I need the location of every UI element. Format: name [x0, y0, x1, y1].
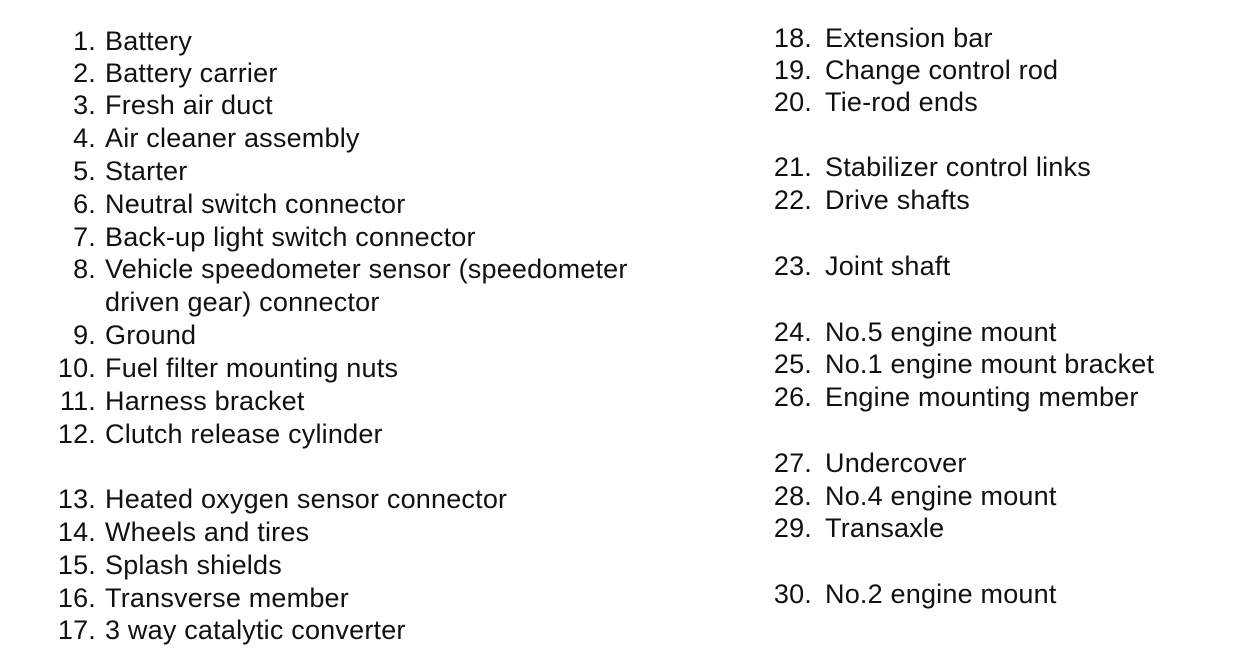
- item-number: 16.: [57, 583, 96, 613]
- item-number: 7.: [73, 222, 96, 252]
- item-label: Change control rod: [825, 55, 1059, 85]
- item-number: 5.: [73, 156, 96, 186]
- item-number: 28.: [773, 481, 812, 511]
- item-label: Harness bracket: [105, 386, 305, 416]
- item-label: Transverse member: [105, 583, 349, 613]
- item-label: No.2 engine mount: [825, 579, 1057, 609]
- item-number: 27.: [773, 448, 812, 478]
- item-label: Undercover: [825, 448, 967, 478]
- item-number: 10.: [57, 353, 96, 383]
- item-number: 6.: [73, 189, 96, 219]
- item-number: 8.: [73, 254, 96, 284]
- item-number: 15.: [57, 550, 96, 580]
- item-label: driven gear) connector: [105, 287, 380, 317]
- item-number: 14.: [57, 517, 96, 547]
- item-label: Fuel filter mounting nuts: [105, 353, 399, 383]
- item-label: Starter: [105, 156, 188, 186]
- item-label: Vehicle speedometer sensor (speedometer: [105, 254, 628, 284]
- item-label: 3 way catalytic converter: [105, 615, 406, 645]
- item-number: 13.: [57, 484, 96, 514]
- item-number: 3.: [73, 90, 96, 120]
- item-number: 29.: [773, 513, 812, 543]
- item-label: Clutch release cylinder: [105, 419, 383, 449]
- item-label: Drive shafts: [825, 185, 970, 215]
- item-label: Joint shaft: [825, 251, 951, 281]
- item-label: Air cleaner assembly: [105, 123, 360, 153]
- item-label: No.1 engine mount bracket: [825, 349, 1155, 379]
- item-label: Tie-rod ends: [825, 87, 978, 117]
- item-number: 26.: [773, 382, 812, 412]
- item-label: Engine mounting member: [825, 382, 1139, 412]
- item-number: 24.: [773, 317, 812, 347]
- item-label: Transaxle: [825, 513, 945, 543]
- item-label: Fresh air duct: [105, 90, 273, 120]
- item-label: No.4 engine mount: [825, 481, 1057, 511]
- item-number: 20.: [773, 87, 812, 117]
- item-number: 12.: [57, 419, 96, 449]
- item-label: Battery: [105, 26, 192, 56]
- item-label: Battery carrier: [105, 58, 278, 88]
- item-number: 9.: [73, 320, 96, 350]
- item-label: Wheels and tires: [105, 517, 310, 547]
- item-number: 17.: [57, 615, 96, 645]
- item-number: 11.: [59, 386, 96, 416]
- item-number: 19.: [773, 55, 812, 85]
- item-label: Stabilizer control links: [825, 152, 1091, 182]
- item-number: 23.: [773, 251, 812, 281]
- item-number: 4.: [73, 123, 96, 153]
- item-number: 2.: [73, 58, 96, 88]
- item-number: 18.: [773, 23, 812, 53]
- item-label: Back-up light switch connector: [105, 222, 476, 252]
- item-number: 22.: [773, 185, 812, 215]
- item-number: 1.: [73, 26, 96, 56]
- item-number: 21.: [773, 152, 812, 182]
- item-label: Splash shields: [105, 550, 282, 580]
- item-label: Neutral switch connector: [105, 189, 406, 219]
- item-label: Heated oxygen sensor connector: [105, 484, 508, 514]
- item-label: Extension bar: [825, 23, 993, 53]
- item-number: 30.: [773, 579, 812, 609]
- item-label: No.5 engine mount: [825, 317, 1057, 347]
- item-label: Ground: [105, 320, 197, 350]
- item-number: 25.: [773, 349, 812, 379]
